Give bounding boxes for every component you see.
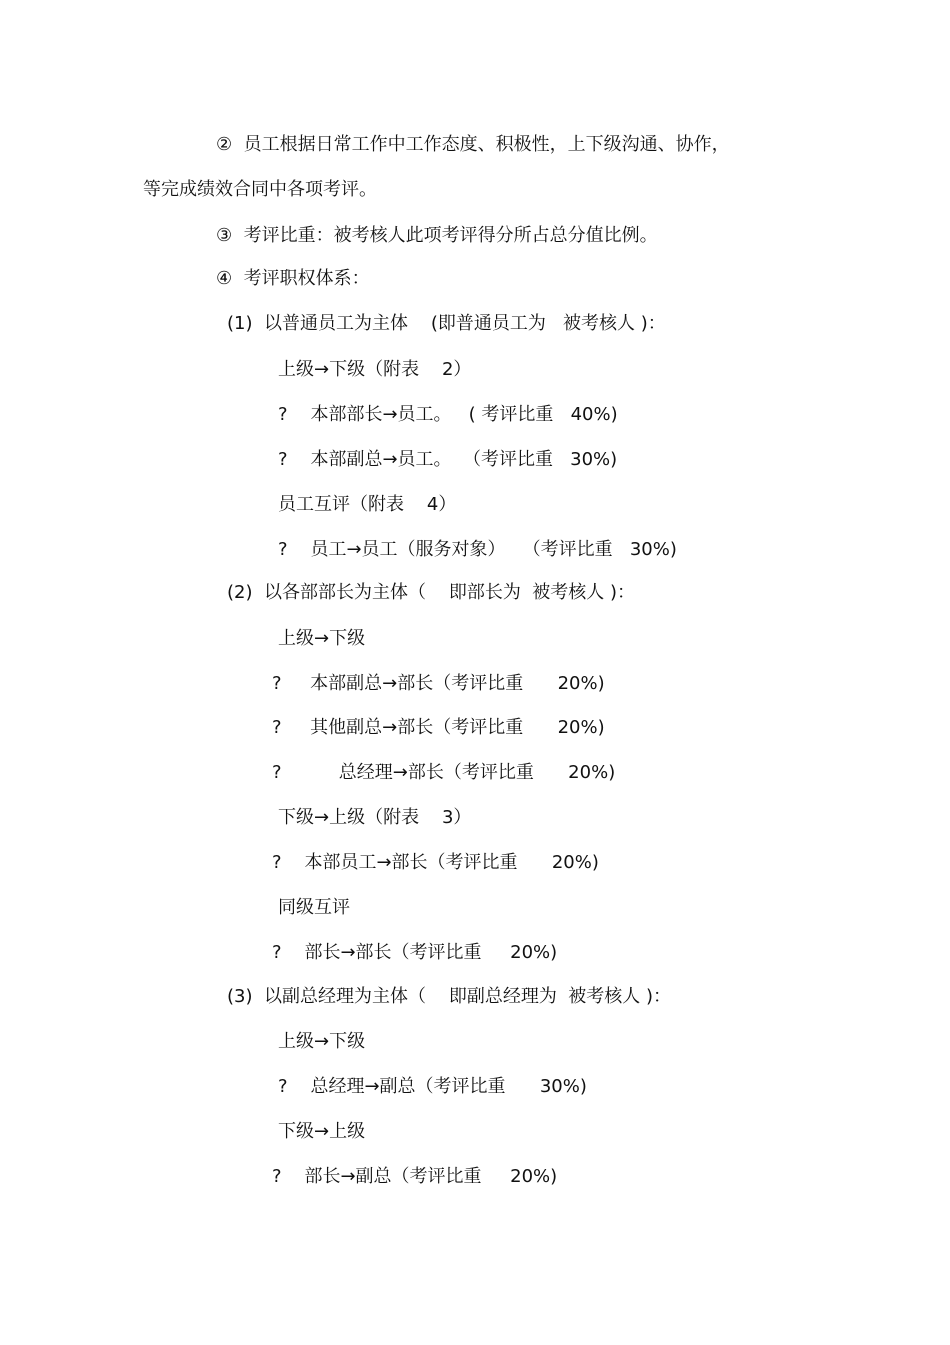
item-3: ③ 考评比重：被考核人此项考评得分所占总分值比例。: [216, 225, 658, 246]
section-1-bullet-1: ? 本部部长→员工。 ( 考评比重 40%): [278, 404, 618, 425]
item-2-line-2: 等完成绩效合同中各项考评。: [143, 179, 377, 200]
section-3-bullet-1: ? 总经理→副总（考评比重 30%): [278, 1076, 587, 1097]
section-1-sub-a: 上级→下级（附表 2）: [278, 359, 472, 380]
section-2-bullet-3: ? 总经理→部长（考评比重 20%): [272, 762, 616, 783]
section-3-bullet-2: ? 部长→副总（考评比重 20%): [272, 1166, 558, 1187]
section-1-sub-b: 员工互评（附表 4）: [278, 494, 457, 515]
section-2-bullet-2: ? 其他副总→部长（考评比重 20%): [272, 717, 605, 738]
section-2-sub-a: 上级→下级: [278, 628, 366, 649]
section-2-bullet-1: ? 本部副总→部长（考评比重 20%): [272, 673, 605, 694]
section-1-bullet-2: ? 本部副总→员工。 （考评比重 30%): [278, 449, 618, 470]
section-3-sub-a: 上级→下级: [278, 1031, 366, 1052]
section-2-heading: (2) 以各部部长为主体（ 即部长为 被考核人 )：: [227, 582, 636, 603]
section-3-sub-b: 下级→上级: [278, 1121, 366, 1142]
item-2-line-1: ② 员工根据日常工作中工作态度、积极性，上下级沟通、协作，: [216, 134, 730, 155]
section-1-heading: (1) 以普通员工为主体 (即普通员工为 被考核人 )：: [227, 313, 666, 334]
section-2-sub-c: 同级互评: [278, 897, 350, 918]
section-2-sub-b: 下级→上级（附表 3）: [278, 807, 472, 828]
section-1-bullet-3: ? 员工→员工（服务对象） （考评比重 30%): [278, 539, 677, 560]
item-4: ④ 考评职权体系：: [216, 268, 370, 289]
section-2-bullet-4: ? 本部员工→部长（考评比重 20%): [272, 852, 599, 873]
section-3-heading: (3) 以副总经理为主体（ 即副总经理为 被考核人 )：: [227, 986, 672, 1007]
section-2-bullet-5: ? 部长→部长（考评比重 20%): [272, 942, 558, 963]
